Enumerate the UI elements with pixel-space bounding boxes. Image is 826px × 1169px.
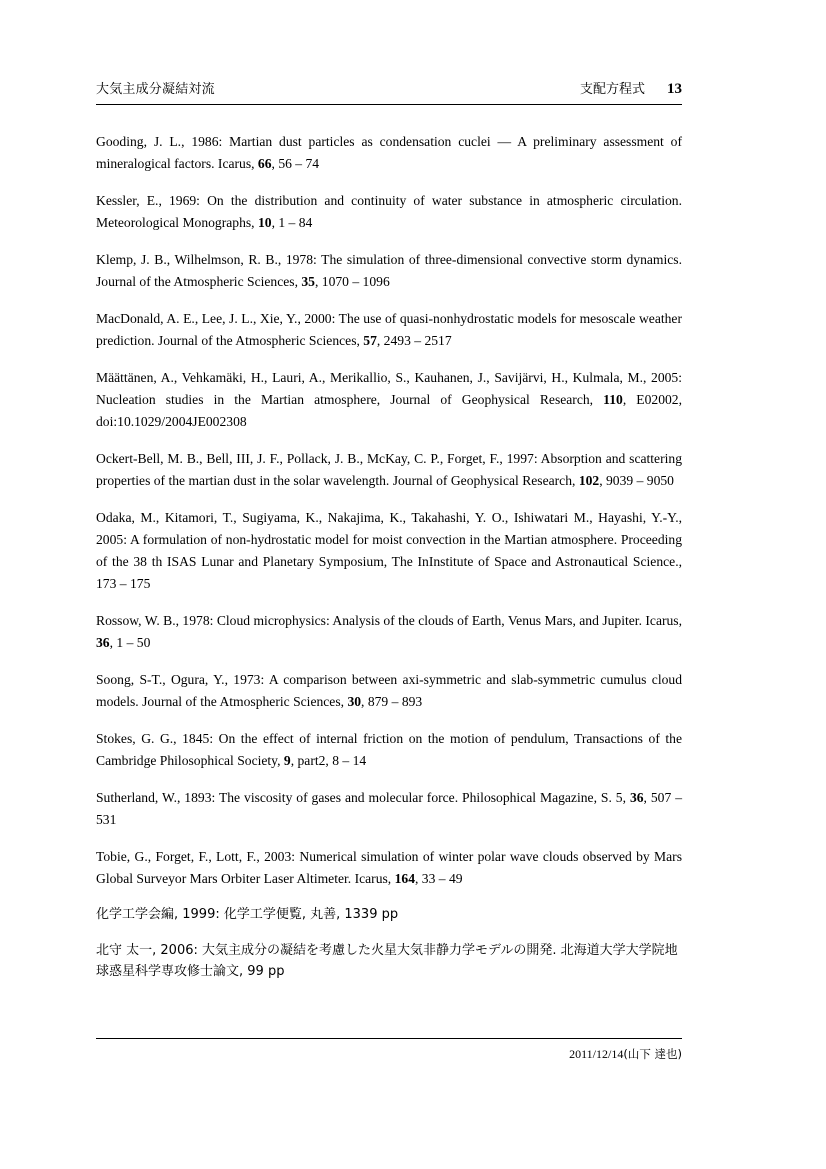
reference-entry: 化学工学会編, 1999: 化学工学便覧, 丸善, 1339 pp [96, 907, 399, 923]
reference-entry: Klemp, J. B., Wilhelmson, R. B., 1978: The simulation of three-dimensional convective storm dynamics. Journal of the Atmospheric Sciences, 35, 1070 – 1096 [96, 252, 682, 290]
reference-entry: Kessler, E., 1969: On the distribution and continuity of water substance in atmospheric circulation. Meteorological Monographs, 10, 1 – 84 [96, 193, 682, 231]
reference-entry: Määttänen, A., Vehkamäki, H., Lauri, A., Merikallio, S., Kauhanen, J., Savijärvi, H., Kulmala, M., 2005: Nucleation studies in the Martian atmosphere, Journal of Geophysical Research, 110, E02002, doi:10.1029/2004JE002308 [96, 370, 682, 430]
reference-entry: 北守 太一, 2006: 大気主成分の凝結を考慮した火星大気非静力学モデルの開発. 北海道大学大学院地球惑星科学専攻修士論文, 99 pp [96, 943, 678, 980]
footer-author: (山下 達也) [623, 1047, 682, 1061]
footer-divider [96, 1038, 682, 1039]
footer-credit [96, 1046, 682, 1062]
footer-date: 2011/12/14 [569, 1047, 624, 1061]
reference-entry: MacDonald, A. E., Lee, J. L., Xie, Y., 2000: The use of quasi-nonhydrostatic models for mesoscale weather prediction. Journal of the Atmospheric Sciences, 57, 2493 – 2517 [96, 311, 682, 349]
reference-entry: Ockert-Bell, M. B., Bell, III, J. F., Pollack, J. B., McKay, C. P., Forget, F., 1997: Absorption and scattering properties of the martian dust in the solar wavelength. Journal of Geophysical Research, 102, 9039 – 9050 [96, 451, 682, 489]
reference-entry: Gooding, J. L., 1986: Martian dust particles as condensation cuclei — A preliminary assessment of mineralogical factors. Icarus, 66, 56 – 74 [96, 134, 682, 172]
page-footer [96, 1038, 682, 1062]
running-header-title: 大気主成分凝結対流 [96, 82, 215, 97]
page-content [96, 78, 682, 983]
reference-entry: Sutherland, W., 1893: The viscosity of gases and molecular force. Philosophical Magazine, S. 5, 36, 507 – 531 [96, 790, 683, 828]
reference-list [96, 131, 682, 983]
running-header-right [580, 78, 682, 98]
reference-entry: Stokes, G. G., 1845: On the effect of internal friction on the motion of pendulum, Transactions of the Cambridge Philosophical Society, 9, part2, 8 – 14 [96, 731, 682, 769]
reference-entry: Soong, S-T., Ogura, Y., 1973: A comparison between axi-symmetric and slab-symmetric cumulus cloud models. Journal of the Atmospheric Sciences, 30, 879 – 893 [96, 672, 682, 710]
reference-entry: Odaka, M., Kitamori, T., Sugiyama, K., Nakajima, K., Takahashi, Y. O., Ishiwatari M., Hayashi, Y.-Y., 2005: A formulation of non-hydrostatic model for moist convection in the Martian atmosphere. Proceeding of the 38 th ISAS Lunar and Planetary Symposium, The InInstitute of Space and Astronautical Science., 173 – 175 [96, 510, 682, 592]
running-header-section: 支配方程式 [579, 82, 645, 97]
reference-entry: Tobie, G., Forget, F., Lott, F., 2003: Numerical simulation of winter polar wave clouds observed by Mars Global Surveyor Mars Orbiter Laser Altimeter. Icarus, 164, 33 – 49 [96, 849, 682, 887]
reference-entry: Rossow, W. B., 1978: Cloud microphysics: Analysis of the clouds of Earth, Venus Mars, and Jupiter. Icarus, 36, 1 – 50 [96, 613, 682, 651]
page-number: 13 [667, 81, 682, 97]
running-header [96, 78, 682, 105]
